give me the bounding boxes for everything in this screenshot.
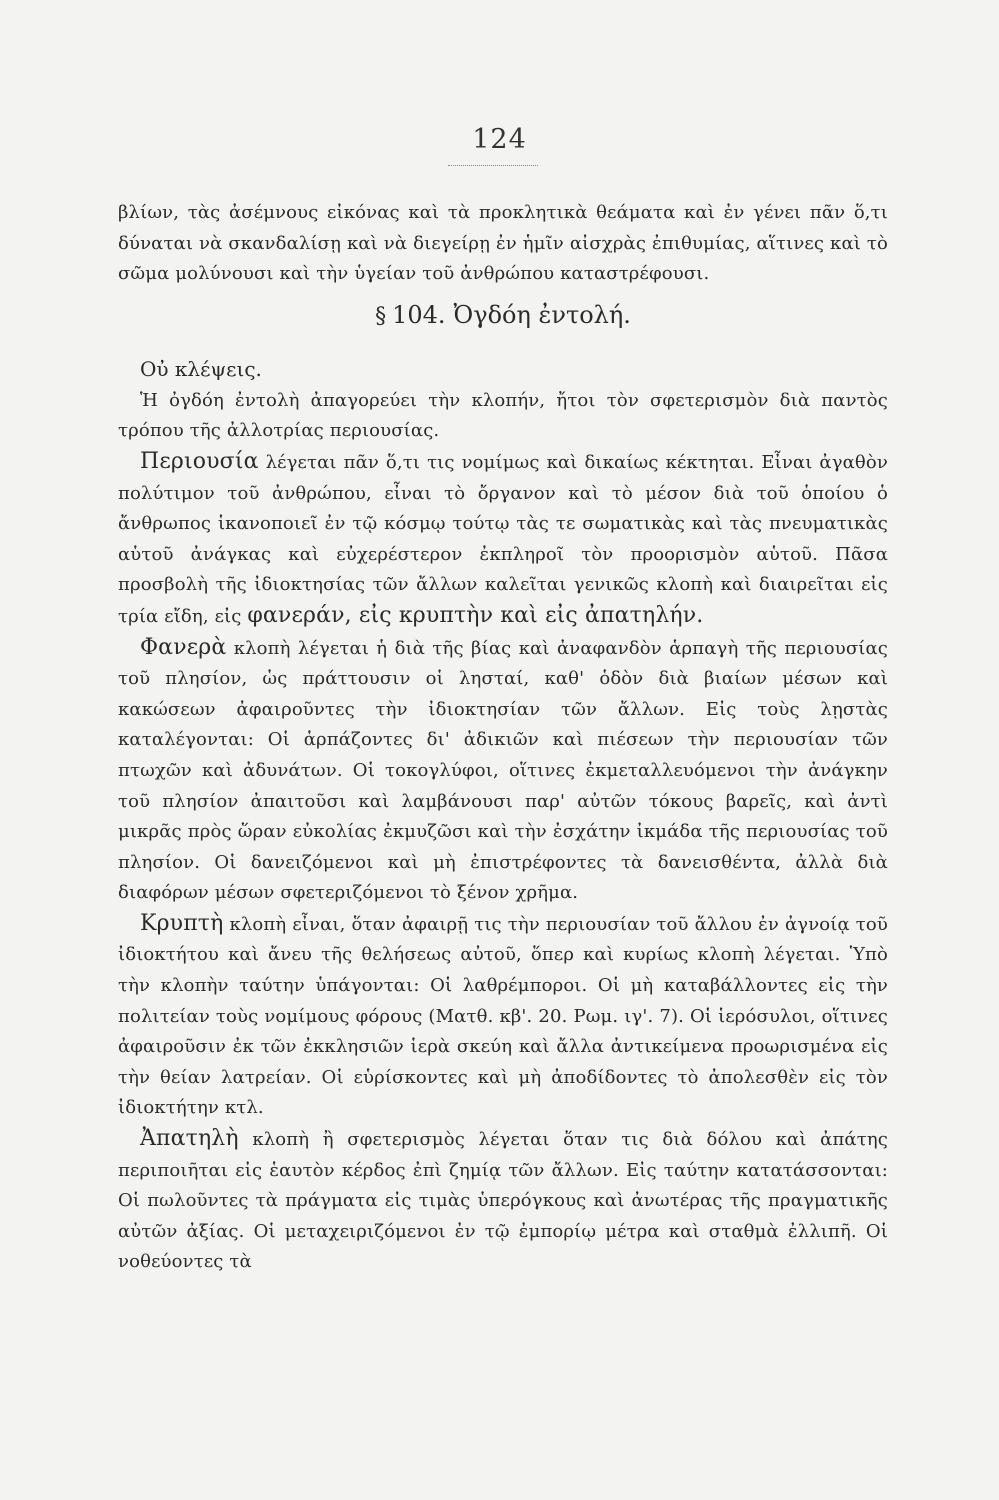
section-title: Ὀγδόη ἐντολή. [453,300,631,329]
term-secret-theft: Κρυπτὴ [140,910,224,936]
page-number: 124 [472,124,527,155]
section-number: 104. [392,300,446,329]
paragraph-open-theft [118,633,888,909]
paragraph-opening: βλίων, τὰς ἀσέμνους εἰκόνας καὶ τὰ προκλητικὰ θεάματα καὶ ἐν γένει πᾶν ὅ,τι δύναται νὰ σκανδαλίσῃ καὶ νὰ διεγείρῃ ἐν ἡμῖν αἰσχρὰς ἐπιθυμίας, αἵτινες καὶ τὸ σῶμα μολύνουσι καὶ τὴν ὑγείαν τοῦ ἀνθρώπου καταστρέφουσι. [118,202,888,285]
term-property: Περιουσία [140,448,259,474]
paragraph-deceptive-theft [118,1124,888,1278]
section-heading [118,298,888,334]
paragraph-secret-theft-text: κλοπὴ εἶναι, ὅταν ἀφαιρῇ τις τὴν περιουσίαν τοῦ ἄλλου ἐν ἀγνοίᾳ τοῦ ἰδιοκτήτου καὶ ἄνευ τῆς θελήσεως αὐτοῦ, ὅπερ καὶ κυρίως κλοπὴ λέγεται. Ὑπὸ τὴν κλοπὴν ταύτην ὑπάγονται: Οἱ λαθρέμποροι. Οἱ μὴ καταβάλλοντες εἰς τὴν πολιτείαν τοὺς νομίμους φόρους (Ματθ. κβ'. 20. Ρωμ. ιγ'. 7). Οἱ ἱερόσυλοι, οἵτινες ἀφαιροῦσιν ἐκ τῶν ἐκκλησιῶν ἱερὰ σκεύη καὶ ἄλλα ἀντικείμενα προωρισμένα εἰς τὴν θείαν λατρείαν. Οἱ εὑρίσκοντες καὶ μὴ ἀποδίδοντες τὸ ἀπολεσθὲν εἰς τὸν ἰδιοκτήτην κτλ. [118,913,888,1119]
paragraph-secret-theft [118,909,888,1124]
section-symbol: § [375,303,387,329]
paragraph-property [118,447,888,633]
page-body [118,198,888,1278]
term-kinds: φανεράν, εἰς κρυπτὴν καὶ εἰς ἀπατηλήν. [247,602,704,628]
paragraph-property-text: λέγεται πᾶν ὅ,τι τις νομίμως καὶ δικαίως κέκτηται. Εἶναι ἀγαθὸν πολύτιμον τοῦ ἀνθρώπου, εἶναι τὸ ὄργανον καὶ τὸ μέσον διὰ τοῦ ὁποίου ὁ ἄνθρωπος ἱκανοποιεῖ ἐν τῷ κόσμῳ τούτῳ τὰς τε σωματικὰς καὶ τὰς πνευματικὰς αὑτοῦ ἀνάγκας καὶ εὐχερέστερον ἐκπληροῖ τὸν προορισμὸν αὑτοῦ. Πᾶσα προσβολὴ τῆς ἰδιοκτησίας τῶν ἄλλων καλεῖται γενικῶς κλοπὴ καὶ διαιρεῖται εἰς τρία εἴδη, εἰς [118,451,888,627]
page-number-divider [448,165,538,166]
paragraph-deceptive-theft-text: κλοπὴ ἢ σφετερισμὸς λέγεται ὅταν τις διὰ δόλου καὶ ἀπάτης περιποιῆται εἰς ἑαυτὸν κέρδος ἐπὶ ζημίᾳ τῶν ἄλλων. Εἰς ταύτην κατατάσσονται: Οἱ πωλοῦντες τὰ πράγματα εἰς τιμὰς ὑπερόγκους καὶ ἀνωτέρας τῆς πραγματικῆς αὐτῶν ἀξίας. Οἱ μεταχειριζόμενοι ἐν τῷ ἐμπορίῳ μέτρα καὶ σταθμὰ ἐλλιπῆ. Οἱ νοθεύοντες τὰ [118,1129,889,1273]
paragraph-open-theft-text: κλοπὴ λέγεται ἡ διὰ τῆς βίας καὶ ἀναφανδὸν ἁρπαγὴ τῆς περιουσίας τοῦ πλησίον, ὡς πράττουσιν οἱ λησταί, καθ' ὁδὸν διὰ βιαίων μέσων καὶ κακώσεων ἀφαιροῦντες τὴν ἰδιοκτησίαν τῶν ἄλλων. Εἰς τοὺς λῃστὰς καταλέγονται: Οἱ ἁρπάζοντες δι' ἀδικιῶν καὶ πιέσεων τὴν περιουσίαν τῶν πτωχῶν καὶ ἀδυνάτων. Οἱ τοκογλύφοι, οἵτινες ἐκμεταλλευόμενοι τὴν ἀνάγκην τοῦ πλησίον ἀπαιτοῦσι καὶ λαμβάνουσι παρ' αὐτῶν τόκους βαρεῖς, καὶ ἀντὶ μικρᾶς πρὸς ὥραν εὐκολίας ἐκμυζῶσι καὶ τὴν ἐσχάτην ἰκμάδα τῆς περιουσίας τοῦ πλησίον. Οἱ δανειζόμενοι καὶ μὴ ἐπιστρέφοντες τὰ δανεισθέντα, ἀλλὰ διὰ διαφόρων μέσων σφετεριζόμενοι τὸ ξένον χρῆμα. [118,637,889,904]
commandment-text: Οὐ κλέψεις. [140,356,262,381]
paragraph-definition-theft: Ἡ ὀγδόη ἐντολὴ ἀπαγορεύει τὴν κλοπήν, ἤτοι τὸν σφετερισμὸν διὰ παντὸς τρόπου τῆς ἀλλοτρίας περιουσίας. [118,389,888,442]
term-open-theft: Φανερὰ [140,634,227,660]
term-deceptive-theft: Ἀπατηλὴ [140,1126,239,1152]
